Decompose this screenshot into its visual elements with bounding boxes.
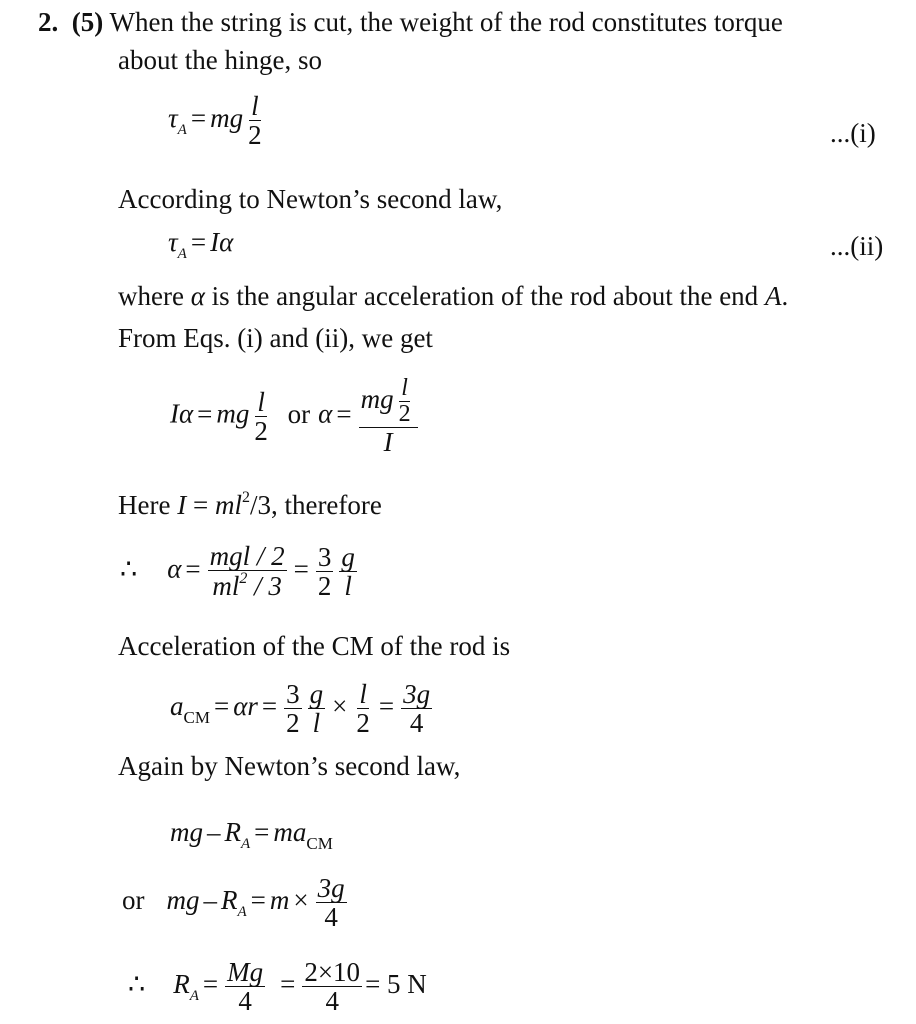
problem-marks: (5) [71,7,104,37]
text-from-eqs: From Eqs. (i) and (ii), we get [118,323,433,353]
equation-torque-ialpha: $\tau_A = I\alpha$ [168,227,234,262]
equation-alpha-result: ∴ α = $\frac{\text{mgl / 2}}{ml^2 / 3}$ = $\frac{3}{2}$ $\frac{g}{l}$ [120,541,355,602]
equation-torque: $\tau_A$ = mg $\frac{l}{2}$ [168,91,262,151]
equation-acm: $a_{CM} = \alpha r$ = $\frac{3}{2}$ $\frac{g}{l}$ × $\frac{l}{2}$ = $\frac{3g}{4}$ [170,679,431,739]
fraction-l-over-2: $\frac{l}{2}$ [248,91,262,151]
equation-ref-ii: ...(ii) [830,231,884,261]
intro-line-1: When the string is cut, the weight of the rod constitutes torque [109,7,783,37]
equation-force-balance-2: or mg – $R_A = m$ × $\frac{3g}{4}$ [122,873,345,933]
intro-line-2: about the hinge, so [118,45,322,75]
text-again-newton: Again by Newton’s second law, [118,751,461,781]
text-acceleration-cm: Acceleration of the CM of the rod is [118,631,511,661]
problem-number: 2. [38,7,59,37]
text-newton-second-law: According to Newton’s second law, [118,184,503,214]
text-here-moment-of-inertia: Here $I = ml^2/3$, therefore [118,489,382,520]
therefore-symbol-2: ∴ [128,969,146,1000]
problem-header [38,6,783,38]
equation-ref-i: ...(i) [830,118,876,148]
equation-force-balance: mg – $R_A = ma_{CM}$ [170,817,333,853]
equation-alpha-derivation: Iα = mg $\frac{l}{2}$ or α = mg $\frac{l}{2}$ I [170,376,421,457]
equation-final-result: ∴ $R_A$ = $\frac{Mg}{4}$ = $\frac{2\times 10}{4}$ = 5 N [128,957,427,1017]
therefore-symbol: ∴ [120,553,138,584]
final-answer: = 5 N [365,969,427,1000]
fraction-big: mg $\frac{l}{2}$ I [359,376,418,457]
text-where-alpha: where α is the angular acceleration of the rod about the end A. [118,281,789,311]
